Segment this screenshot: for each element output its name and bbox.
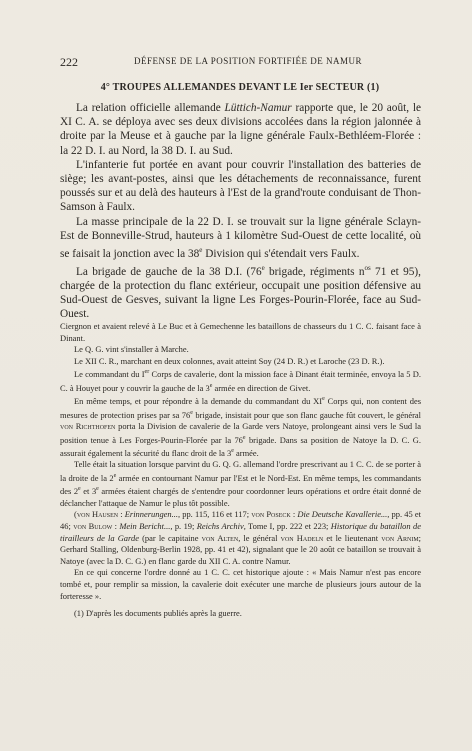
paragraph: La masse principale de la 22 D. I. se trouvait sur la ligne générale Sclayn-Est de Bonneville-Strud, hauteurs à 1 kilomètre Sud-Ouest de cette localité, où se faisait la jonction avec la 38e Division qui s'étendait vers Faulx. bbox=[60, 215, 421, 260]
section-heading: 4° TROUPES ALLEMANDES DEVANT LE Ier SECTEUR (1) bbox=[100, 82, 380, 93]
footnote-paragraph: Ciergnon et avaient relevé à Le Buc et à Gemechenne les bataillons de chasseurs du 1 C. C. faisant face à Dinant. bbox=[60, 321, 421, 343]
footnotes bbox=[60, 321, 421, 620]
page-number: 222 bbox=[60, 55, 78, 69]
footnote-paragraph: Le Q. G. vint s'installer à Marche. bbox=[74, 344, 189, 355]
footnote-source: (1) D'après les documents publiés après la guerre. bbox=[74, 608, 242, 619]
paragraph: L'infanterie fut portée en avant pour couvrir l'installation des batteries de siège; les avant-postes, ainsi que les détachements de reconnaissance, furent poussés sur et au delà des hauteurs à l'Est de la grand'route conduisant de Thon-Samson à Faulx. bbox=[60, 158, 421, 214]
running-title: DÉFENSE DE LA POSITION FORTIFIÉE DE NAMUR bbox=[134, 56, 362, 66]
footnote-paragraph: Le XII C. R., marchant en deux colonnes, avait atteint Soy (24 D. R.) et Laroche (23 D. R.). bbox=[74, 355, 385, 366]
footnote-paragraph: Telle était la situation lorsque parvint du G. Q. G. allemand l'ordre prescrivant au 1 C. C. de se porter à la droite de la 2e armée en contournant Namur par l'Est et le Nord-Est. En même temps, les commandants des 2e et 3e armées étaient chargés de s'entendre pour coordonner leurs opérations et ordre était donné de déclancher l'attaque de Namur le plus tôt possible. bbox=[60, 459, 422, 508]
footnote-paragraph: En même temps, et pour répondre à la demande du commandant du XIe Corps qui, non content des mesures de protection prises par sa 76e brigade, insistait pour que son flanc gauche fût couvert, le général von Richthofen porta la Division de cavalerie de la Garde vers Natoye, prolongeant ainsi vers le Sud la position tenue à Les Forges-Pourin-Florée par la 76e brigade. Dans sa position de Natoye la D. C. G. assurait également la sécurité du flanc droit de la 3e armée. bbox=[60, 396, 421, 458]
footnote-paragraph: En ce qui concerne l'ordre donné au 1 C. C. cet historique ajoute : « Mais Namur n'est pas encore tombé et, pour remplir sa mission, la cavalerie doit exécuter une marche de plusieurs jours autour de la forteresse ». bbox=[60, 567, 421, 601]
paragraph: La relation officielle allemande Lüttich-Namur rapporte que, le 20 août, le XI C. A. se déploya avec ses deux divisions accolées dans la région jalonnée à droite par la Meuse et à gauche par la ligne générale Faulx-Bethléem-Florée : la 22 D. I. au Nord, la 38 D. I. au Sud. bbox=[60, 102, 421, 157]
main-text bbox=[60, 101, 421, 322]
footnote-paragraph: Le commandant du Ier Corps de cavalerie, dont la mission face à Dinant était terminée, envoya la 5 D. C. à Houyet pour y couvrir la gauche de la 3e armée en direction de Givet. bbox=[60, 369, 421, 393]
paragraph: La brigade de gauche de la 38 D.I. (76e brigade, régiments $n^{os}$ 71 et 95), chargée de la protection du flanc extérieur, occupait une position défensive au Sud-Ouest de Gesves, suivant la ligne Les Forges-Pourin-Florée, face au Sud-Ouest. bbox=[60, 264, 421, 321]
footnote-paragraph: (von Hausen : Erinnerungen..., pp. 115, 116 et 117; von Poseck : Die Deutsche Kavallerie..., pp. 45 et 46; von Bulow : Mein Bericht..., p. 19; Reichs Archiv, Tome I, pp. 222 et 223; Historique du bataillon de tirailleurs de la Garde (par le capitaine von Alten, le général von Hadeln et le lieutenant von Arnim; Gerhard Stalling, Oldenburg-Berlin 1928, pp. 41 et 42), signalant que le 20 août ce bataillon se trouvait à Natoye (avec la D. C. G.) en flanc garde du XII C. A. contre Namur. bbox=[60, 509, 422, 566]
